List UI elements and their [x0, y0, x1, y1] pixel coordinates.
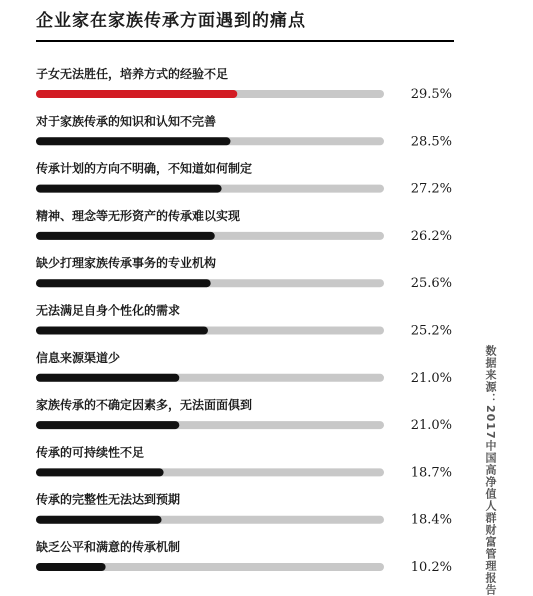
category-label: 缺少打理家族传承事务的专业机构 — [36, 256, 217, 271]
value-label: 10.2% — [410, 560, 452, 575]
bar — [36, 563, 106, 571]
category-label: 传承计划的方向不明确，不知道如何制定 — [36, 161, 253, 176]
value-label: 18.7% — [410, 465, 452, 481]
bar — [36, 374, 179, 382]
value-label: 29.5% — [410, 87, 452, 102]
bar — [36, 185, 222, 193]
category-label: 信息来源渠道少 — [36, 350, 121, 365]
category-label: 家族传承的不确定因素多，无法面面俱到 — [36, 398, 253, 413]
value-label: 26.2% — [410, 228, 452, 244]
bar — [36, 137, 230, 145]
value-label: 28.5% — [410, 134, 452, 150]
value-label: 25.6% — [410, 276, 452, 292]
value-label: 27.2% — [410, 181, 452, 197]
value-label: 21.0% — [410, 370, 452, 386]
bar — [36, 327, 208, 335]
bar — [36, 90, 237, 98]
bar — [36, 421, 179, 429]
value-label: 21.0% — [410, 418, 452, 434]
category-label: 传承的可持续性不足 — [36, 445, 145, 460]
bar — [36, 232, 215, 240]
category-label: 精神、理念等无形资产的传承难以实现 — [36, 208, 241, 223]
category-label: 无法满足自身个性化的需求 — [36, 303, 181, 318]
bar — [36, 468, 164, 476]
chart-title: 企业家在家族传承方面遇到的痛点 — [36, 11, 306, 31]
source-note: 数据来源：2017中国高净值人群财富管理报告 — [484, 345, 497, 596]
bar — [36, 516, 162, 524]
category-label: 对于家族传承的知识和认知不完善 — [36, 114, 217, 129]
category-label: 缺乏公平和满意的传承机制 — [36, 540, 181, 554]
value-label: 18.4% — [410, 512, 452, 528]
category-label: 传承的完整性无法达到预期 — [36, 492, 181, 507]
value-label: 25.2% — [410, 323, 452, 339]
category-label: 子女无法胜任，培养方式的经验不足 — [36, 67, 229, 81]
bar — [36, 279, 211, 287]
